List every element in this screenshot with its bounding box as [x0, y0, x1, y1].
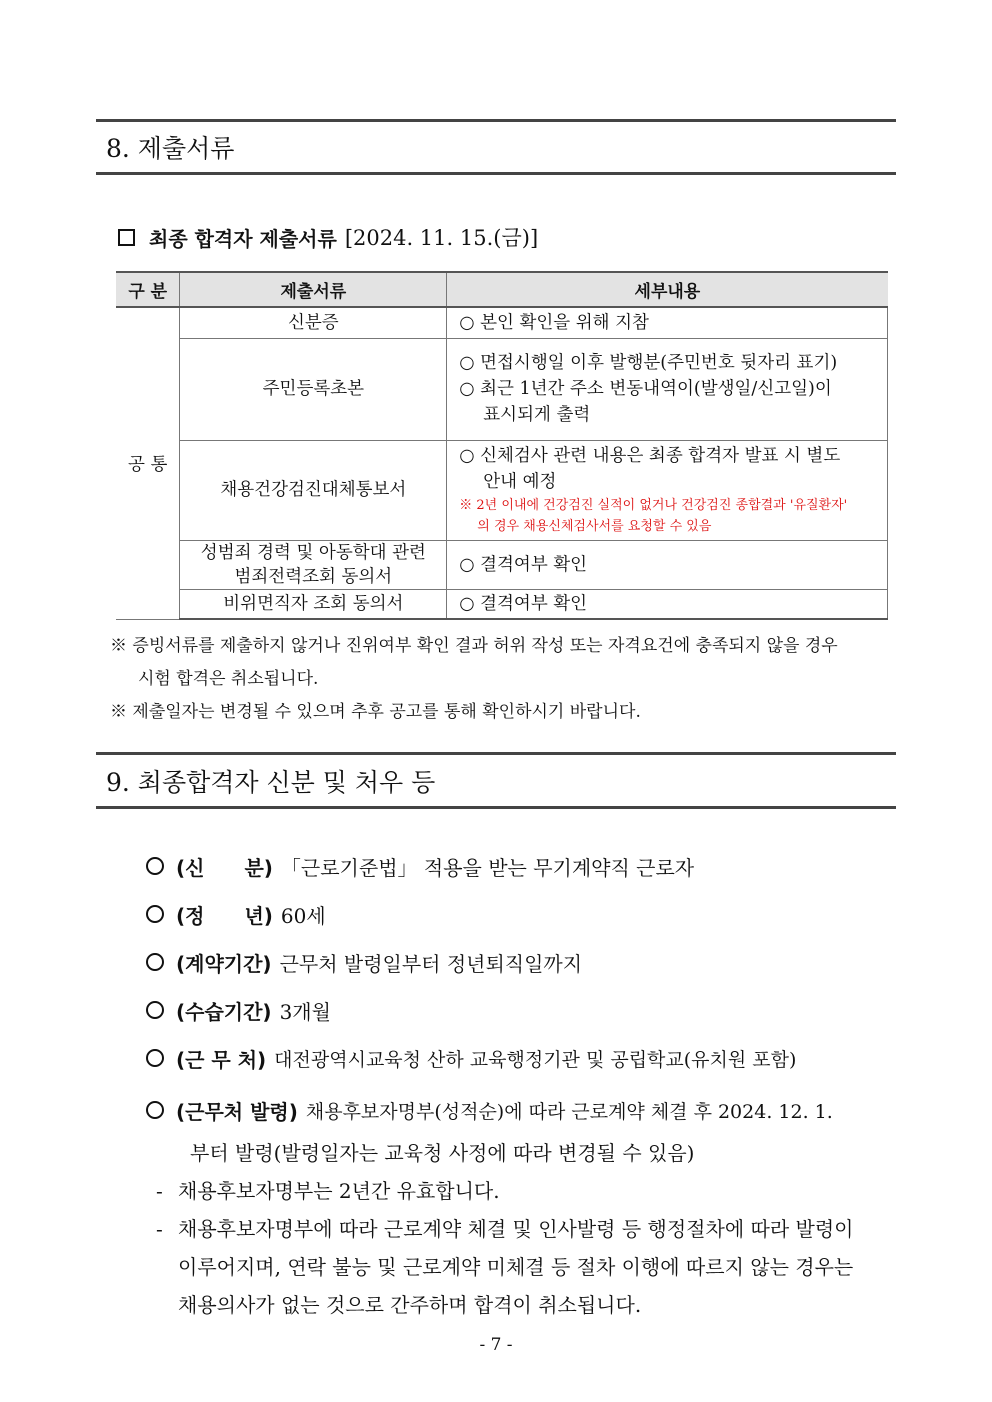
detail-cell [447, 307, 888, 338]
item-label: (근무처 발령) [176, 1099, 298, 1124]
detail-line: ○ 면접시행일 이후 발행분(주민번호 뒷자리 표기) [459, 353, 838, 373]
table-row [116, 307, 888, 338]
detail-line: ○ 결격여부 확인 [459, 554, 588, 575]
footnote: 시험 합격은 취소됩니다. [138, 669, 319, 689]
footnote: ※ 증빙서류를 제출하지 않거나 진위여부 확인 결과 허위 작성 또는 자격요건에 충족되지 않을 경우 [110, 636, 838, 656]
list-item [146, 986, 906, 1034]
item-label: (정 년) [176, 903, 273, 928]
doc-name: 범죄전력조회 동의서 [234, 566, 393, 587]
item-text: 「근로기준법」 적용을 받는 무기계약직 근로자 [280, 855, 695, 880]
detail-cell [447, 338, 888, 440]
item-text: 3개월 [279, 999, 331, 1024]
dash-item [156, 1172, 906, 1210]
section-9-title: 9. 최종합격자 신분 및 처우 등 [106, 767, 436, 797]
detail-cell [447, 540, 888, 589]
treatment-list [146, 842, 906, 1324]
detail-line: 안내 예정 [483, 472, 557, 492]
health-note: 의 경우 채용신체검사서를 요청할 수 있음 [477, 519, 712, 534]
table-row [116, 540, 888, 589]
doc-name: 비위면직자 조회 동의서 [223, 593, 404, 614]
list-item [146, 1034, 906, 1082]
dash-bullet: - [156, 1179, 163, 1203]
table-row [116, 589, 888, 619]
circle-bullet-icon [146, 857, 164, 875]
footnotes [110, 630, 900, 729]
section-8-header [96, 119, 896, 175]
item-label: (수습기간) [176, 999, 272, 1024]
subtitle-bold: 최종 합격자 제출서류 [149, 226, 337, 251]
detail-line: ○ 신체검사 관련 내용은 최종 합격자 발표 시 별도 [459, 446, 841, 466]
circle-bullet-icon [146, 1101, 164, 1119]
subtitle [118, 222, 538, 252]
dash-bullet: - [156, 1217, 163, 1241]
table-header-row [116, 272, 888, 307]
table-row [116, 338, 888, 440]
page-number: - 7 - [479, 1335, 513, 1355]
detail-line: ○ 본인 확인을 위해 지참 [459, 312, 649, 333]
doc-cell [180, 589, 447, 619]
dash-line: 채용후보자명부는 2년간 유효합니다. [178, 1179, 500, 1203]
section-9-header [96, 752, 896, 809]
header-detail: 세부내용 [447, 272, 888, 307]
item-text: 대전광역시교육청 산하 교육행정기관 및 공립학교(유치원 포함) [274, 1048, 797, 1071]
doc-cell [180, 338, 447, 440]
doc-name: 성범죄 경력 및 아동학대 관련 [200, 542, 426, 563]
detail-line: ○ 최근 1년간 주소 변동내역이(발생일/신고일)이 [459, 379, 832, 399]
dash-line: 이루어지며, 연락 불능 및 근로계약 미체결 등 절차 이행에 따르지 않는 경우는 [178, 1255, 854, 1279]
doc-cell [180, 540, 447, 589]
detail-cell [447, 440, 888, 540]
section-8-title: 8. 제출서류 [106, 134, 235, 163]
health-note: ※ 2년 이내에 건강검진 실적이 없거나 건강검진 종합결과 '유질환자' [459, 498, 848, 513]
doc-name: 신분증 [288, 312, 339, 333]
header-document: 제출서류 [180, 272, 447, 307]
item-label: (계약기간) [176, 951, 272, 976]
circle-bullet-icon [146, 1001, 164, 1019]
circle-bullet-icon [146, 1049, 164, 1067]
list-item [146, 890, 906, 938]
checkbox-icon [118, 229, 135, 246]
subtitle-date: [2024. 11. 15.(금)] [344, 226, 539, 250]
circle-bullet-icon [146, 953, 164, 971]
detail-cell [447, 589, 888, 619]
doc-cell [180, 307, 447, 338]
footnote: ※ 제출일자는 변경될 수 있으며 추후 공고를 통해 확인하시기 바랍니다. [110, 702, 641, 722]
doc-cell [180, 440, 447, 540]
circle-bullet-icon [146, 905, 164, 923]
doc-name: 주민등록초본 [262, 379, 365, 399]
item-continuation: 부터 발령(발령일자는 교육청 사정에 따라 변경될 수 있음) [190, 1140, 695, 1165]
category-cell: 공 통 [116, 307, 180, 619]
header-category: 구 분 [116, 272, 180, 307]
item-label: (근 무 처) [176, 1047, 267, 1072]
doc-name: 채용건강검진대체통보서 [220, 480, 407, 500]
detail-line: ○ 결격여부 확인 [459, 593, 588, 614]
dash-line: 채용의사가 없는 것으로 간주하며 합격이 취소됩니다. [178, 1293, 642, 1317]
dash-item [156, 1210, 906, 1324]
dash-line: 채용후보자명부에 따라 근로계약 체결 및 인사발령 등 행정절차에 따라 발령이 [178, 1217, 854, 1241]
item-text: 근무처 발령일부터 정년퇴직일까지 [279, 951, 583, 976]
item-text: 채용후보자명부(성적순)에 따라 근로계약 체결 후 2024. 12. 1. [305, 1100, 833, 1123]
list-item [146, 842, 906, 890]
documents-table [116, 271, 888, 620]
detail-line: 표시되게 출력 [483, 405, 591, 425]
item-label: (신 분) [176, 855, 273, 880]
list-item [146, 1086, 906, 1134]
table-row [116, 440, 888, 540]
item-text: 60세 [280, 903, 326, 928]
list-item [146, 938, 906, 986]
